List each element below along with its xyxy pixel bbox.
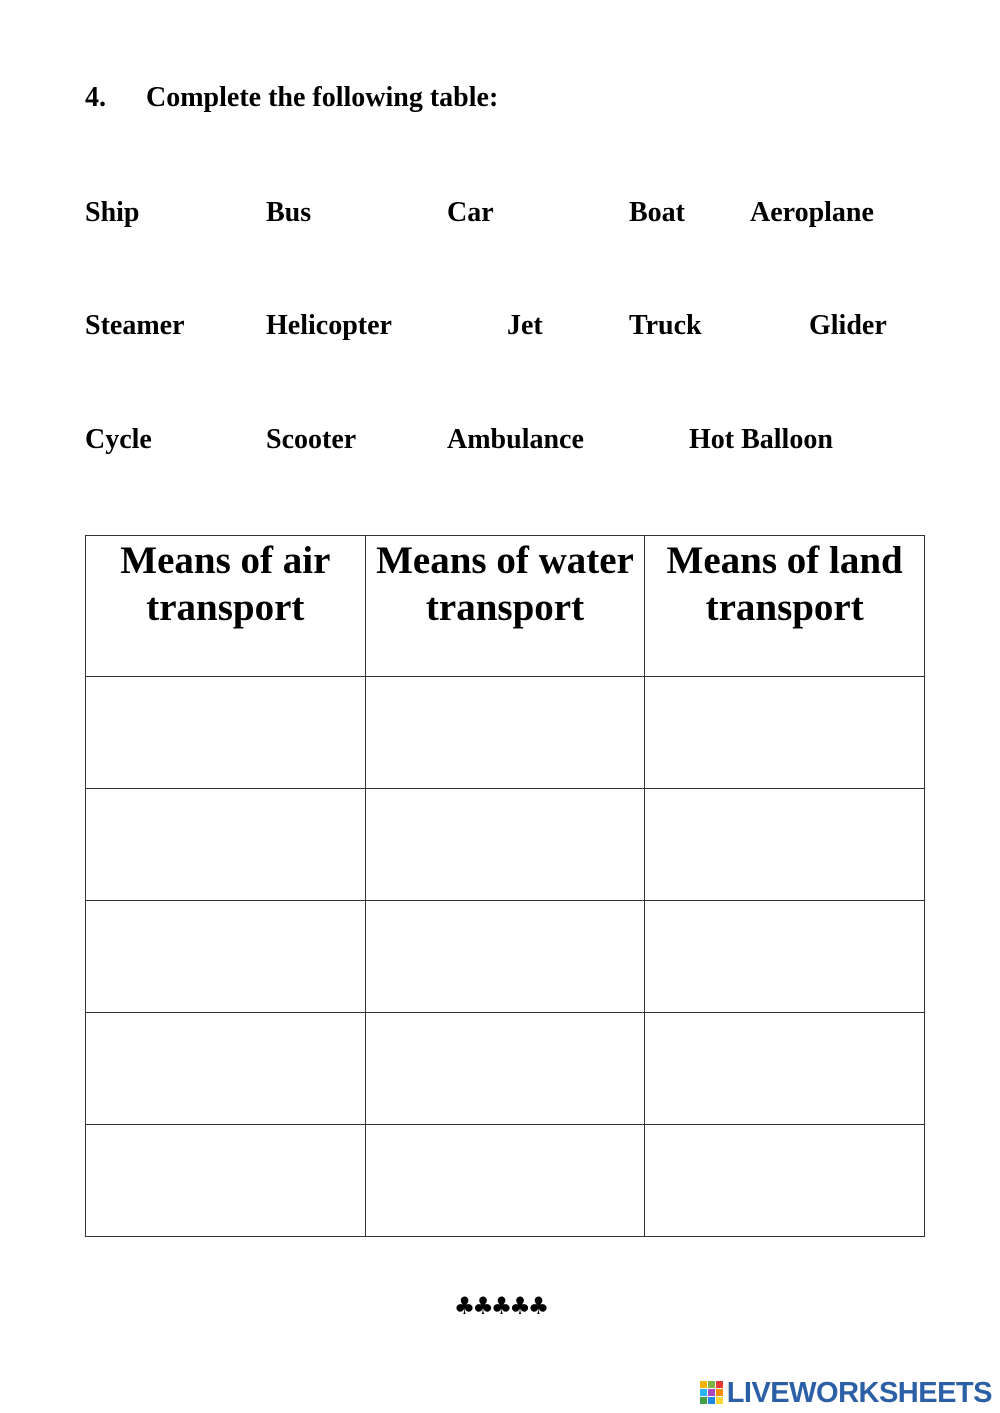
word-boat: Boat (629, 197, 685, 228)
word-truck: Truck (629, 310, 702, 341)
table-row (86, 677, 925, 789)
liveworksheets-logo-text: LIVEWORKSHEETS (726, 1376, 992, 1409)
clubs-ornament: ♣♣♣♣♣ (453, 1292, 547, 1320)
header-water-transport: Means of water transport (365, 536, 645, 677)
word-scooter: Scooter (266, 424, 357, 455)
question-text: Complete the following table: (146, 82, 499, 113)
answer-cell-air[interactable] (86, 677, 366, 789)
question-number: 4. (85, 82, 106, 113)
table-row (86, 901, 925, 1013)
answer-cell-water[interactable] (365, 901, 645, 1013)
table-row (86, 1125, 925, 1237)
answer-cell-land[interactable] (645, 1125, 925, 1237)
word-glider: Glider (809, 310, 887, 341)
table-header-row (86, 536, 925, 677)
answer-cell-water[interactable] (365, 1013, 645, 1125)
transport-table (85, 535, 925, 1237)
answer-cell-air[interactable] (86, 789, 366, 901)
answer-cell-water[interactable] (365, 677, 645, 789)
word-cycle: Cycle (85, 424, 152, 455)
question-heading (85, 82, 498, 114)
answer-cell-water[interactable] (365, 1125, 645, 1237)
word-ambulance: Ambulance (447, 424, 584, 455)
answer-cell-air[interactable] (86, 1125, 366, 1237)
answer-cell-land[interactable] (645, 901, 925, 1013)
word-helicopter: Helicopter (266, 310, 392, 341)
liveworksheets-logo[interactable] (700, 1376, 992, 1410)
answer-cell-air[interactable] (86, 1013, 366, 1125)
word-steamer: Steamer (85, 310, 185, 341)
liveworksheets-logo-icon (700, 1379, 724, 1407)
word-ship: Ship (85, 197, 140, 228)
answer-cell-air[interactable] (86, 901, 366, 1013)
header-land-transport: Means of land transport (645, 536, 925, 677)
word-car: Car (447, 197, 494, 228)
word-jet: Jet (507, 310, 543, 341)
answer-cell-land[interactable] (645, 789, 925, 901)
answer-cell-land[interactable] (645, 677, 925, 789)
answer-cell-water[interactable] (365, 789, 645, 901)
word-aeroplane: Aeroplane (750, 197, 874, 228)
word-hot-balloon: Hot Balloon (689, 424, 833, 455)
table-row (86, 789, 925, 901)
answer-cell-land[interactable] (645, 1013, 925, 1125)
table-row (86, 1013, 925, 1125)
word-bus: Bus (266, 197, 312, 228)
header-air-transport: Means of air transport (86, 536, 366, 677)
